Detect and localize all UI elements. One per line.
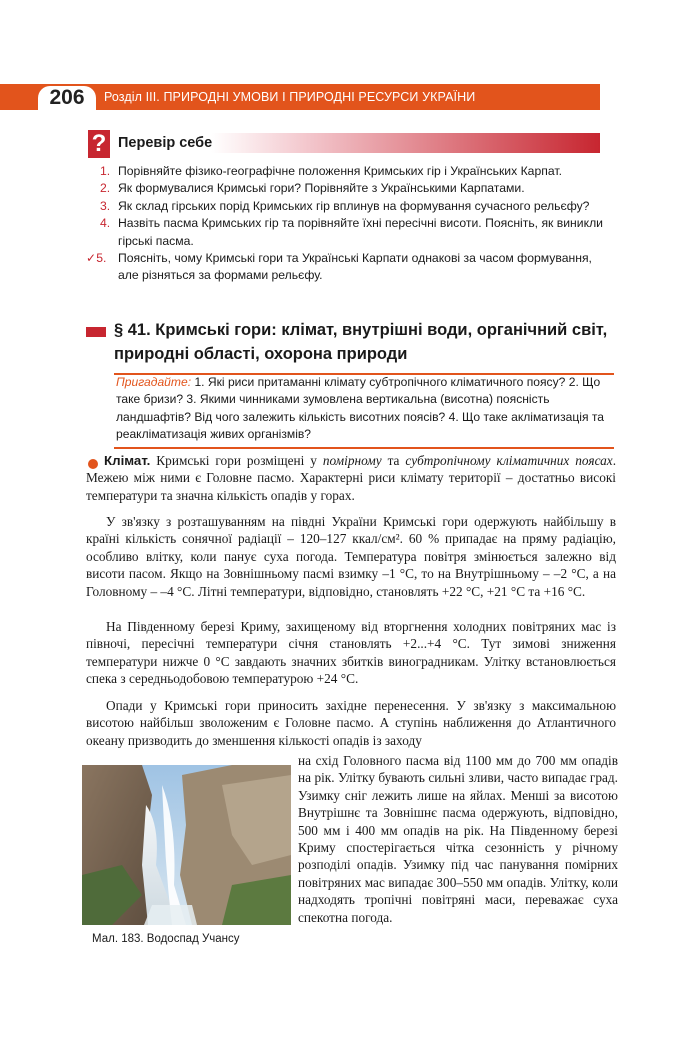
question-number: 4.	[100, 216, 111, 231]
question-text: Як формувалися Кримські гори? Порівняйте з Українськими Карпатами.	[118, 181, 525, 196]
paragraph-radiation: У зв'язку з розташуванням на півдні України Кримські гори одержують найбільшу в країні кількість сонячної радіації – 120–127 ккал/см². 60 % припадає на пряму радіацію, особливо влітку, коли панує суха погода. Температура повітря змінюється залежно від висоти пасом. Якщо на Зовнішньому пасмі взимку –1 °С, то на Внутрішньому – –2 °С, а на Головному – –4 °С. Літні температури, відповідно, становлять +22 °С, +21 °С та +16 °С.	[86, 514, 616, 599]
check-yourself-title: Перевір себе	[118, 135, 213, 151]
question-item	[100, 180, 610, 197]
figure-caption: Мал. 183. Водоспад Учансу	[92, 933, 240, 945]
question-number: 3.	[100, 198, 111, 213]
question-item	[86, 250, 610, 285]
waterfall-image	[82, 765, 291, 925]
paragraph-south-coast: На Південному березі Криму, захищеному від вторгнення холодних повітряних мас із півночі, пересічні температури січня становлять +2...+4 °С. Тут зимові зниження температури нижче 0 °С завдають значних збитків виноградникам. Улітку встановлюється спека з середньодобовою температурою +24 °С.	[86, 619, 616, 687]
question-number: ✓5.	[86, 251, 107, 266]
question-text: Як склад гірських порід Кримських гір вплинув на формування сучасного рельєфу?	[118, 198, 590, 213]
question-item	[100, 163, 610, 180]
question-text: Порівняйте фізико-географічне положення Кримських гір і Українських Карпат.	[118, 164, 562, 178]
section-marker	[86, 327, 106, 337]
paragraph-precipitation: Опади у Кримські гори приносить західне перенесення. У зв'язку з максимальною висотою найбільш зволоженим є Головне пасмо. А ступінь наближення до Атлантичного океану призводить до зменшення кількості опадів із заходу	[86, 698, 616, 748]
recall-questions: 1. Які риси притаманні клімату субтропічного кліматичного поясу? 2. Що таке бризи? 3. Якими чинниками зумовлена вертикальна (висотна) поясність ландшафтів? Від чого залежить кількість висотних поясів? 4. Що таке акліматизація та реакліматизація живих організмів?	[116, 375, 604, 442]
question-item	[100, 215, 610, 250]
recall-label: Пригадайте:	[116, 375, 192, 389]
paragraph-climate: Клімат. Кримські гори розміщені у помірному та субтропічному кліматичних поясах. Межею між ними є Головне пасмо. Характерні риси клімату території – достатньо високі температури та значна кількість опадів у горах.	[86, 453, 617, 503]
term-climate: Клімат.	[104, 453, 151, 468]
question-number: 2.	[100, 181, 111, 196]
question-number: 1.	[100, 164, 111, 178]
recall-text	[116, 374, 618, 444]
waterfall-photo	[82, 765, 291, 925]
question-text: Назвіть пасма Кримських гір та порівняйте їхні пересічні висоти. Поясніть, як виникли гірські пасма.	[118, 216, 603, 248]
chapter-title: Розділ III. ПРИРОДНІ УМОВИ І ПРИРОДНІ РЕСУРСИ УКРАЇНИ	[104, 90, 476, 104]
question-item	[100, 198, 610, 215]
question-list	[86, 163, 610, 285]
page-number: 206	[38, 86, 96, 110]
question-mark-icon: ?	[88, 130, 110, 158]
question-text: Поясніть, чому Кримські гори та Українські Карпати однакові за часом формування, але різняться за формами рельєфу.	[118, 251, 592, 283]
section-title: § 41. Кримські гори: клімат, внутрішні води, органічний світ, природні області, охорона природи	[114, 321, 608, 363]
paragraph-precipitation-continued: на схід Головного пасма від 1100 мм до 700 мм опадів на рік. Улітку бувають сильні зливи, часто випадає град. Узимку сніг лежить лише на яйлах. Менші за висотою Внутрішнє та Зовнішнє пасма одержують, відповідно, 500 мм і 400 мм опадів на рік. На Південному березі Криму спостерігається чітка сезонність у річному розподілі опадів. Узимку під час панування помірних повітряних мас випадає 300–550 мм опадів. Улітку, коли надходять тропічні повітряні маси, переважає суха спекотна погода.	[298, 753, 618, 925]
